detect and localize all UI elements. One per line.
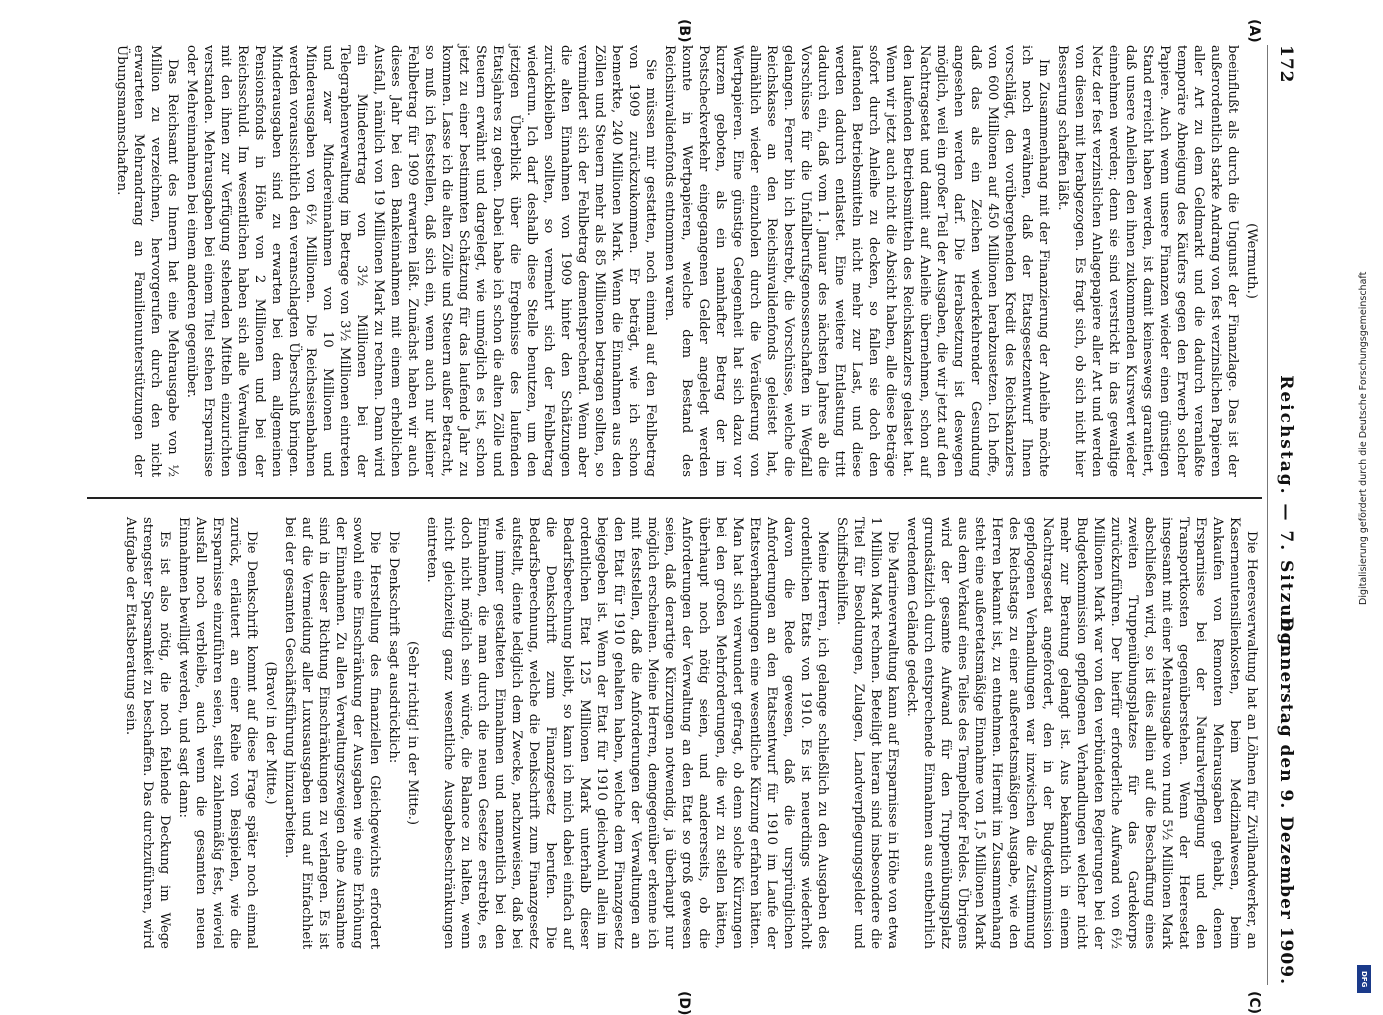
- page-header: [1268, 45, 1298, 985]
- paragraph: Das Reichsamt des Innern hat eine Mehrausgabe von ½ Million zu verzeichnen, hervorgerufen durch den nicht erwarteten Mehrandrang an Familienunterstützungen der Übungsmannschaften.: [114, 45, 180, 477]
- paragraph: Die Heeresverwaltung hat an Löhnen für Zivilhandwerker, an Kasernenutensilienkosten, beim Medizinalwesen, beim Ankaufen von Remonten Mehrausgaben gehabt, denen Ersparnisse bei der Naturalverpflegung und den Transportkosten gegenüberstehen. Wenn der Heeresetat insgesamt mit einer Mehrausgabe von rund 5½ Millionen Mark abschließen wird, so ist dies allein auf die Beschaffung eines zweiten Truppenübungsplatzes für das Gardekorps zurückzuführen. Der hierfür erforderliche Aufwand von 6½ Millionen Mark war von den verbündeten Regierungen bei der Budgetkommission gepflogenen Verhandlungen welcher nicht mehr zur Beratung gelangt ist. Aus bekanntlich in einem Nachtragsetat angefordert, den in der Budgetkommission gepflogenen Verhandlungen war inzwischen die Zustimmung des Reichstags zu einer außeretatsmäßigen Ausgabe, wie den Herren bekannt ist, zu entnehmen. Hiermit im Zusammenhang steht eine außeretatsmäßige Einnahme von 1,5 Millionen Mark aus dem Verkauf eines Teiles des Tempelhofer Feldes. Übrigens wird der gesamte Aufwand für den Truppenübungsplatz grundsätzlich durch entsprechende Einnahmen aus entbehrlich werdendem Gelände gedeckt.: [904, 517, 1259, 949]
- dfg-logo-icon: DFG: [1357, 965, 1371, 993]
- digitization-sidebar: [1354, 0, 1380, 1000]
- interjection: (Bravo! in der Mitte.): [263, 661, 278, 805]
- paragraph: Meine Herren, ich gelange schließlich zu den Ausgaben des ordentlichen Etats von 1910. Es ist neuerdings wiederholt davon die Rede gewesen, daß die ursprünglichen Anforderungen an den Etatsentwurf für 1910 im Laufe der Etatsverhandlungen eine wesentliche Kürzung erfahren hätten. Man hat sich verwundert gefragt, ob denn solche Kürzungen bei den großen Mehrforderungen, die wir zu stellen hätten, überhaupt noch nötig seien, und andererseits, ob die Anforderungen der Verwaltung an den Etat so groß gewesen seien, daß derartige Kürzungen notwendig, ja überhaupt nur möglich erscheinen. Meine Herren, demgegenüber erkenne ich mit feststellen, daß die Anforderungen der Verwaltungen an den Etat für 1910 gehalten haben, welche dem Finanzgesetz beigegeben ist. Wenn der Etat für 1910 gleichwohl allein im ordentlichen Etat 125 Millionen Mark unterhalb dieser Bedarfsberechnung bleibt, so kann ich mich dabei einfach auf die Denkschrift zum Finanzgesetz berufen. Die Bedarfsberechnung, welche die Denkschrift zum Finanzgesetz aufstellt, diente lediglich dem Zwecke, nachzuweisen, daß bei wie immer gestalteten Einnahmen und namentlich bei den Einnahmen, die man durch die neuen Gesetze erstrebte, es doch nicht möglich sein würde, die Balance zu halten, wenn nicht gleichzeitig ganz wesentliche Ausgabebeschränkungen eintreten.: [424, 517, 830, 949]
- header-rule: [1267, 45, 1268, 985]
- paragraph: Die Denkschrift kommt auf diese Frage später noch einmal zurück, erläutert an einer Reihe von Beispielen, wie die Ersparnisse einzuführen seien, stellt zahlenmäßig fest, wieviel Ausfall noch verbleibe, auch wenn die gesamten neuen Einnahmen bewilligt werden, und sagt dann:: [176, 517, 259, 949]
- margin-marker-c: (C): [1246, 991, 1262, 1015]
- column-divider: [87, 497, 1262, 499]
- digitization-credit: Digitalisierung gefördert durch die Deutsche Forschungsgemeinschaft: [1358, 271, 1369, 605]
- margin-marker-b: (B): [676, 19, 692, 43]
- paragraph: beeinflußt als durch die Ungunst der Finanzlage. Das ist der außerordentlich starke Andrang von fest verzinslichen Papieren aller Art zu dem Geldmarkt und die dadurch veranlaßte temporäre Abneigung des Käufers gegen den Erwerb solcher Papiere. Auch wenn unsere Finanzen wieder einen günstigen Stand erreicht haben werden, ist damit keineswegs garantiert, daß unsere Anleihen den ihnen zukommenden Kurswert wieder einnehmen werden; denn sie sind verstrickt in das gewaltige Netz der fest verzinslichen Anlagepapiere aller Art und werden von diesen mit herabgezogen. Es fragt sich, ob sich nicht hier Besserung schaffen läßt.: [1055, 45, 1240, 477]
- margin-marker-a: (A): [1246, 19, 1262, 43]
- session-date: Donnerstag den 9. Dezember 1909.: [1276, 616, 1296, 985]
- paragraph: Sie müssen mir gestatten, noch einmal auf den Fehlbetrag von 1909 zurückzukommen. Er beträgt, wie ich schon bemerkte, 240 Millionen Mark. Wenn die Einnahmen aus den Zöllen und Steuern mehr als 85 Millionen betragen sollten, so vermindert sich der Fehlbetrag dementsprechend. Wenn aber die alten Einnahmen von 1909 hinter den Schätzungen zurückbleiben sollten, so vermehrt sich der Fehlbetrag wiederum. Ich darf deshalb diese Stelle benutzen, um den jetzigen Überblick über die Ergebnisse des laufenden Etatsjahres zu geben. Dabei habe ich schon die alten Zölle und Steuern erwähnt und dargelegt, wie unmöglich es ist, schon jetzt zu einer bestimmten Schätzung für das laufende Jahr zu kommen. Lasse ich die alten Zölle und Steuern außer Betracht, so muß ich feststellen, daß sich ein, wenn auch nur kleiner Fehlbetrag für 1909 erwarten läßt. Zunächst haben wir auch dieses Jahr bei den Bankeinnahmen mit einem erheblichen Ausfall, nämlich von 19 Millionen Mark zu rechnen. Dann wird ein Minderertrag von 3½ Millionen bei der Telegraphenverwaltung im Betrage von 3½ Millionen eintreten und zwar Mindereinnahmen von 10 Millionen und Minderausgaben von 6½ Millionen. Die Reichseisenbahnen werden voraussichtlich den veranschlagten Überschuß bringen. Minderausgaben sind zu erwarten bei dem allgemeinen Pensionsfonds in Höhe von 2 Millionen und bei der Reichsschuld. Im wesentlichen haben sich alle Verwaltungen mit den ihnen zur Verfügung stehenden Mitteln einzurichten verstanden. Mehrausgaben bei einem Titel stehen Ersparnisse oder Mehreinnahmen bei einem anderen gegenüber.: [184, 45, 658, 477]
- rotated-document-page: [83, 19, 1298, 1015]
- page-number: 172: [1276, 45, 1296, 84]
- quoted-paragraph: Die Herstellung des finanziellen Gleichgewichts erfordert sowohl eine Einschränkung der Ausgaben wie eine Erhöhung der Einnahmen. Zu allen Verwaltungszweigen ohne Ausnahme sind in dieser Richtung Einschränkungen zu verlangen. Es ist auf die Vermeidung aller Luxusausgaben und auf Einfachheit bei der gesamten Geschäftsführung hinzuarbeiten.: [282, 517, 382, 949]
- paragraph: Im Zusammenhang mit der Finanzierung der Anleihe möchte ich noch erwähnen, daß der Etatsgesetzentwurf Ihnen vorschlägt, den vorübergehenden Kredit des Reichskanzlers von 600 Millionen auf 450 Millionen herabzusetzen. Ich hoffe, daß das als ein Zeichen wiederkehrender Gesundung angesehen werden darf. Die Herabsetzung ist deswegen möglich, weil ein großer Teil der Ausgaben, die wir jetzt auf den Nachtragsetat und damit auf Anleihe übernehmen, schon auf den laufenden Betriebsmitteln des Reichskanzlers gelastet hat. Wenn wir jetzt auch nicht die Absicht haben, alle diese Beträge sofort durch Anleihe zu decken, so fallen sie doch den laufenden Betriebsmitteln nicht mehr zur Last, und diese werden dadurch entlastet. Eine weitere Entlastung tritt dadurch ein, daß vom 1. Januar des nächsten Jahres ab die Vorschüsse für die Unfallberufsgenossenschaften in Wegfall gelangen. Ferner bin ich bestrebt, die Vorschüsse, welche die Reichskasse an den Reichsinvalidenfonds geleistet hat, allmählich wieder einzuholen durch die Veräußerung von Wertpapieren. Eine günstige Gelegenheit hat sich dazu vor kurzem geboten, als ein namhafter Betrag der im Postscheckverkehr eingegangenen Gelder angelegt werden konnte in Wertpapieren, welche dem Bestand des Reichsinvalidenfonds entnommen waren.: [662, 45, 1051, 477]
- margin-marker-d: (D): [676, 991, 692, 1015]
- paragraph: Die Denkschrift sagt ausdrücklich:: [386, 531, 401, 764]
- right-column: [120, 517, 1260, 949]
- paragraph: Die Marineverwaltung kann auf Ersparnisse in Höhe von etwa 1 Million Mark rechnen. Beteiligt hieran sind insbesondere die Titel für Besoldungen, Zulagen, Landverpflegungsgelder und Schiffsbeihilfen.: [834, 517, 900, 949]
- speaker-name: (Wermuth.): [1244, 223, 1259, 299]
- left-column: [111, 45, 1260, 477]
- session-title: Reichstag. — 7. Sitzung.: [1276, 375, 1296, 655]
- quoted-paragraph: Es ist also nötig, die noch fehlende Deckung im Wege strengster Sparsamkeit zu beschaffen. Das durchzuführen, wird Aufgabe der Etatsberatung sein.: [123, 517, 172, 949]
- interjection: (Sehr richtig! in der Mitte.): [405, 641, 420, 825]
